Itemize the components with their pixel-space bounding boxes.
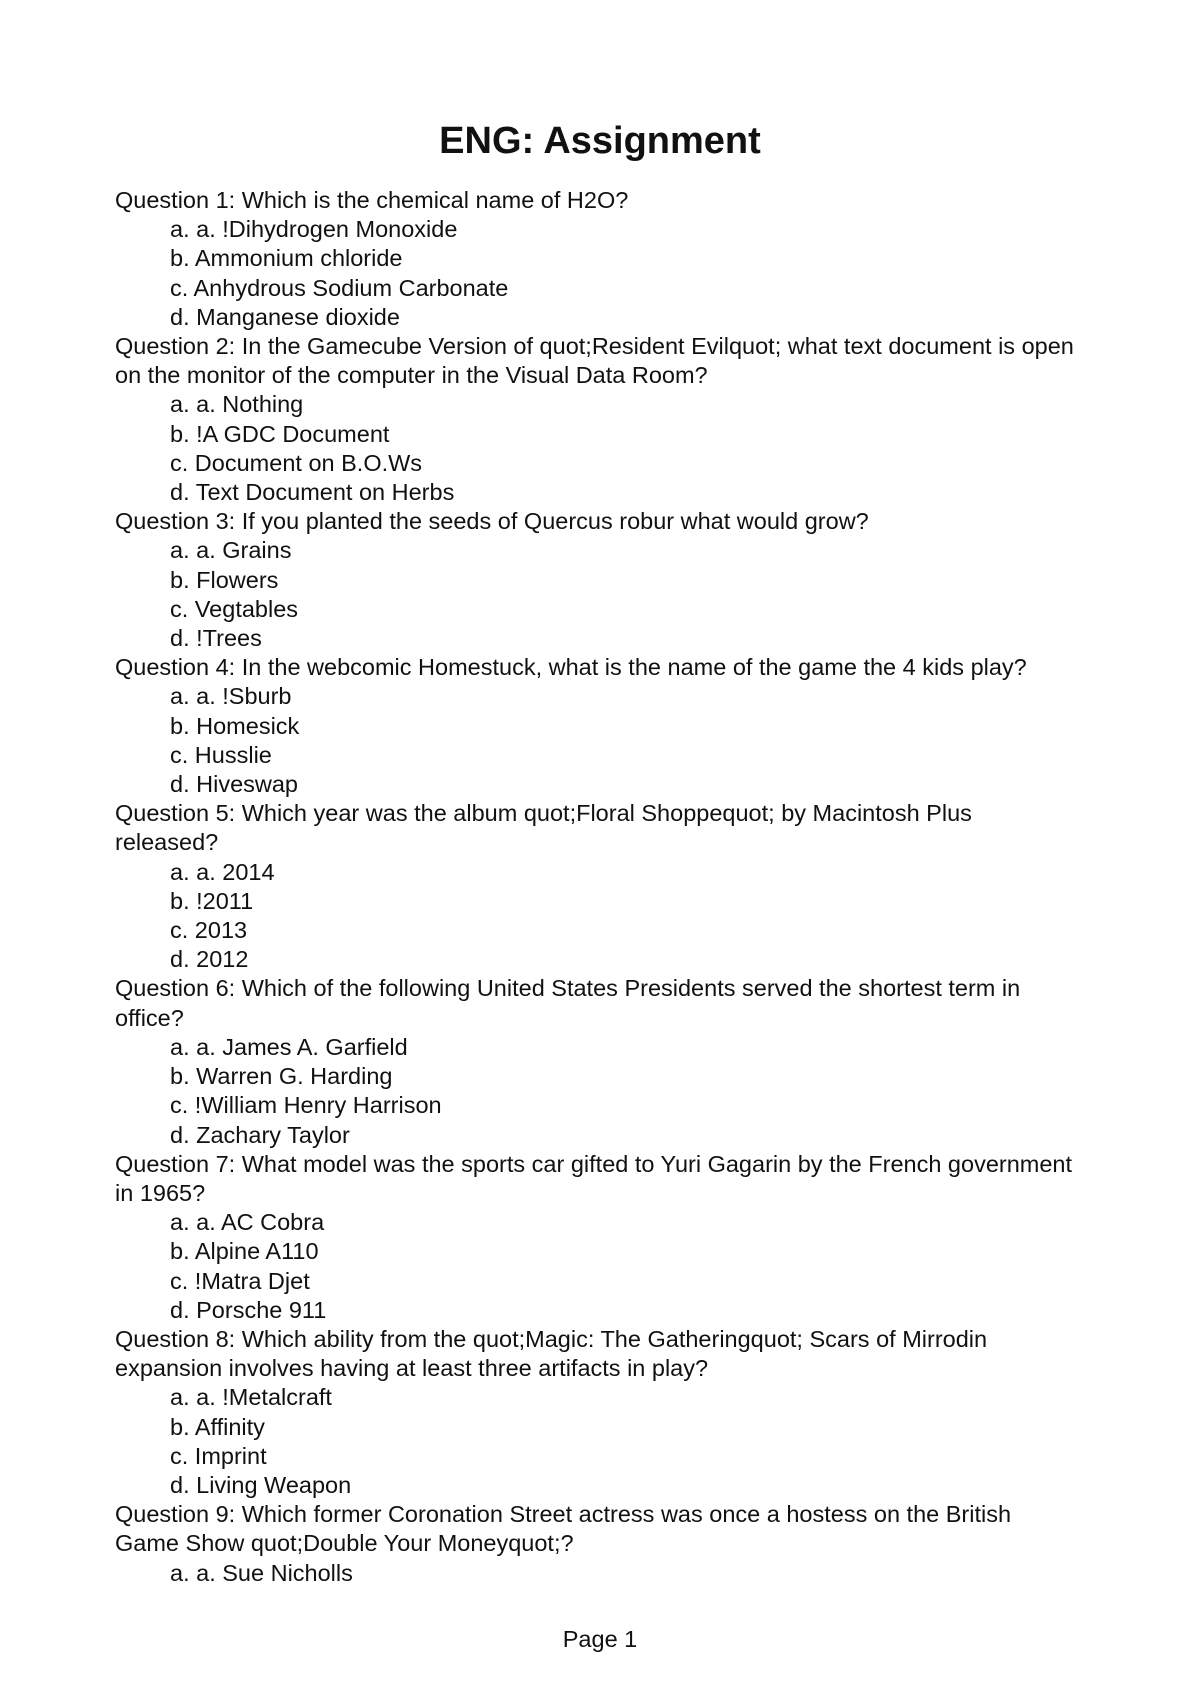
answer-options xyxy=(115,682,1075,799)
answer-option: a. a. !Metalcraft xyxy=(170,1384,332,1411)
question-9 xyxy=(115,1500,1075,1588)
answer-option: c. 2013 xyxy=(170,917,248,944)
answer-option: b. Affinity xyxy=(170,1413,265,1440)
question-1 xyxy=(115,186,1075,332)
answer-option: c. Husslie xyxy=(170,741,272,768)
question-8 xyxy=(115,1325,1075,1500)
answer-option: a. a. Grains xyxy=(170,537,292,564)
answer-option: d. Hiveswap xyxy=(170,771,298,798)
question-7 xyxy=(115,1150,1075,1325)
question-text: Question 5: Which year was the album quot;Floral Shoppequot; by Macintosh Plus released? xyxy=(115,800,972,856)
page-number: Page 1 xyxy=(562,1626,638,1652)
answer-options xyxy=(115,536,1075,653)
question-text: Question 6: Which of the following United States Presidents served the shortest term in office? xyxy=(115,975,1021,1031)
answer-option: b. Flowers xyxy=(170,566,279,593)
answer-options xyxy=(115,1559,1075,1588)
answer-option: c. !William Henry Harrison xyxy=(170,1092,442,1119)
answer-option: b. Ammonium chloride xyxy=(170,245,403,272)
answer-options xyxy=(115,215,1075,332)
answer-option: b. Warren G. Harding xyxy=(170,1063,393,1090)
answer-options xyxy=(115,390,1075,507)
answer-option: a. a. Nothing xyxy=(170,391,304,418)
answer-option: c. Document on B.O.Ws xyxy=(170,449,423,476)
answer-option: b. Homesick xyxy=(170,712,300,739)
answer-option: b. Alpine A110 xyxy=(170,1238,319,1265)
answer-options xyxy=(115,1033,1075,1150)
question-6 xyxy=(115,974,1075,1149)
answer-option: d. Manganese dioxide xyxy=(170,303,400,330)
answer-option: d. Text Document on Herbs xyxy=(170,479,455,506)
answer-option: d. !Trees xyxy=(170,625,262,652)
answer-option: c. Imprint xyxy=(170,1442,267,1469)
question-text: Question 4: In the webcomic Homestuck, what is the name of the game the 4 kids play? xyxy=(115,654,1027,681)
answer-option: a. a. Sue Nicholls xyxy=(170,1559,353,1586)
question-text: Question 2: In the Gamecube Version of quot;Resident Evilquot; what text document is open on the monitor of the computer in the Visual Data Room? xyxy=(115,333,1074,389)
answer-options xyxy=(115,1208,1075,1325)
question-text: Question 9: Which former Coronation Street actress was once a hostess on the British Game Show quot;Double Your Moneyquot;? xyxy=(115,1501,1012,1557)
document-title: ENG: Assignment xyxy=(439,120,761,162)
answer-option: b. !2011 xyxy=(170,887,254,914)
answer-option: c. Vegtables xyxy=(170,595,299,622)
question-text: Question 8: Which ability from the quot;Magic: The Gatheringquot; Scars of Mirrodin expansion involves having at least three artifacts in play? xyxy=(115,1325,988,1382)
answer-options xyxy=(115,1383,1075,1500)
answer-option: a. a. James A. Garfield xyxy=(170,1033,408,1060)
answer-options xyxy=(115,858,1075,975)
answer-option: d. Zachary Taylor xyxy=(170,1121,350,1148)
answer-option: a. a. 2014 xyxy=(170,858,275,885)
question-3 xyxy=(115,507,1075,653)
answer-option: c. Anhydrous Sodium Carbonate xyxy=(170,274,509,301)
question-list xyxy=(115,186,1075,1588)
question-text: Question 7: What model was the sports car gifted to Yuri Gagarin by the French government in 1965? xyxy=(115,1150,1073,1206)
question-2 xyxy=(115,332,1075,507)
answer-option: d. Living Weapon xyxy=(170,1471,352,1498)
answer-option: b. !A GDC Document xyxy=(170,420,390,447)
answer-option: a. a. AC Cobra xyxy=(170,1209,325,1236)
answer-option: a. a. !Sburb xyxy=(170,683,292,710)
answer-option: c. !Matra Djet xyxy=(170,1267,310,1294)
question-5 xyxy=(115,799,1075,974)
question-4 xyxy=(115,653,1075,799)
answer-option: a. a. !Dihydrogen Monoxide xyxy=(170,216,458,243)
question-text: Question 3: If you planted the seeds of Quercus robur what would grow? xyxy=(115,508,869,535)
answer-option: d. Porsche 911 xyxy=(170,1296,327,1323)
question-text: Question 1: Which is the chemical name of H2O? xyxy=(115,187,629,213)
answer-option: d. 2012 xyxy=(170,946,249,973)
